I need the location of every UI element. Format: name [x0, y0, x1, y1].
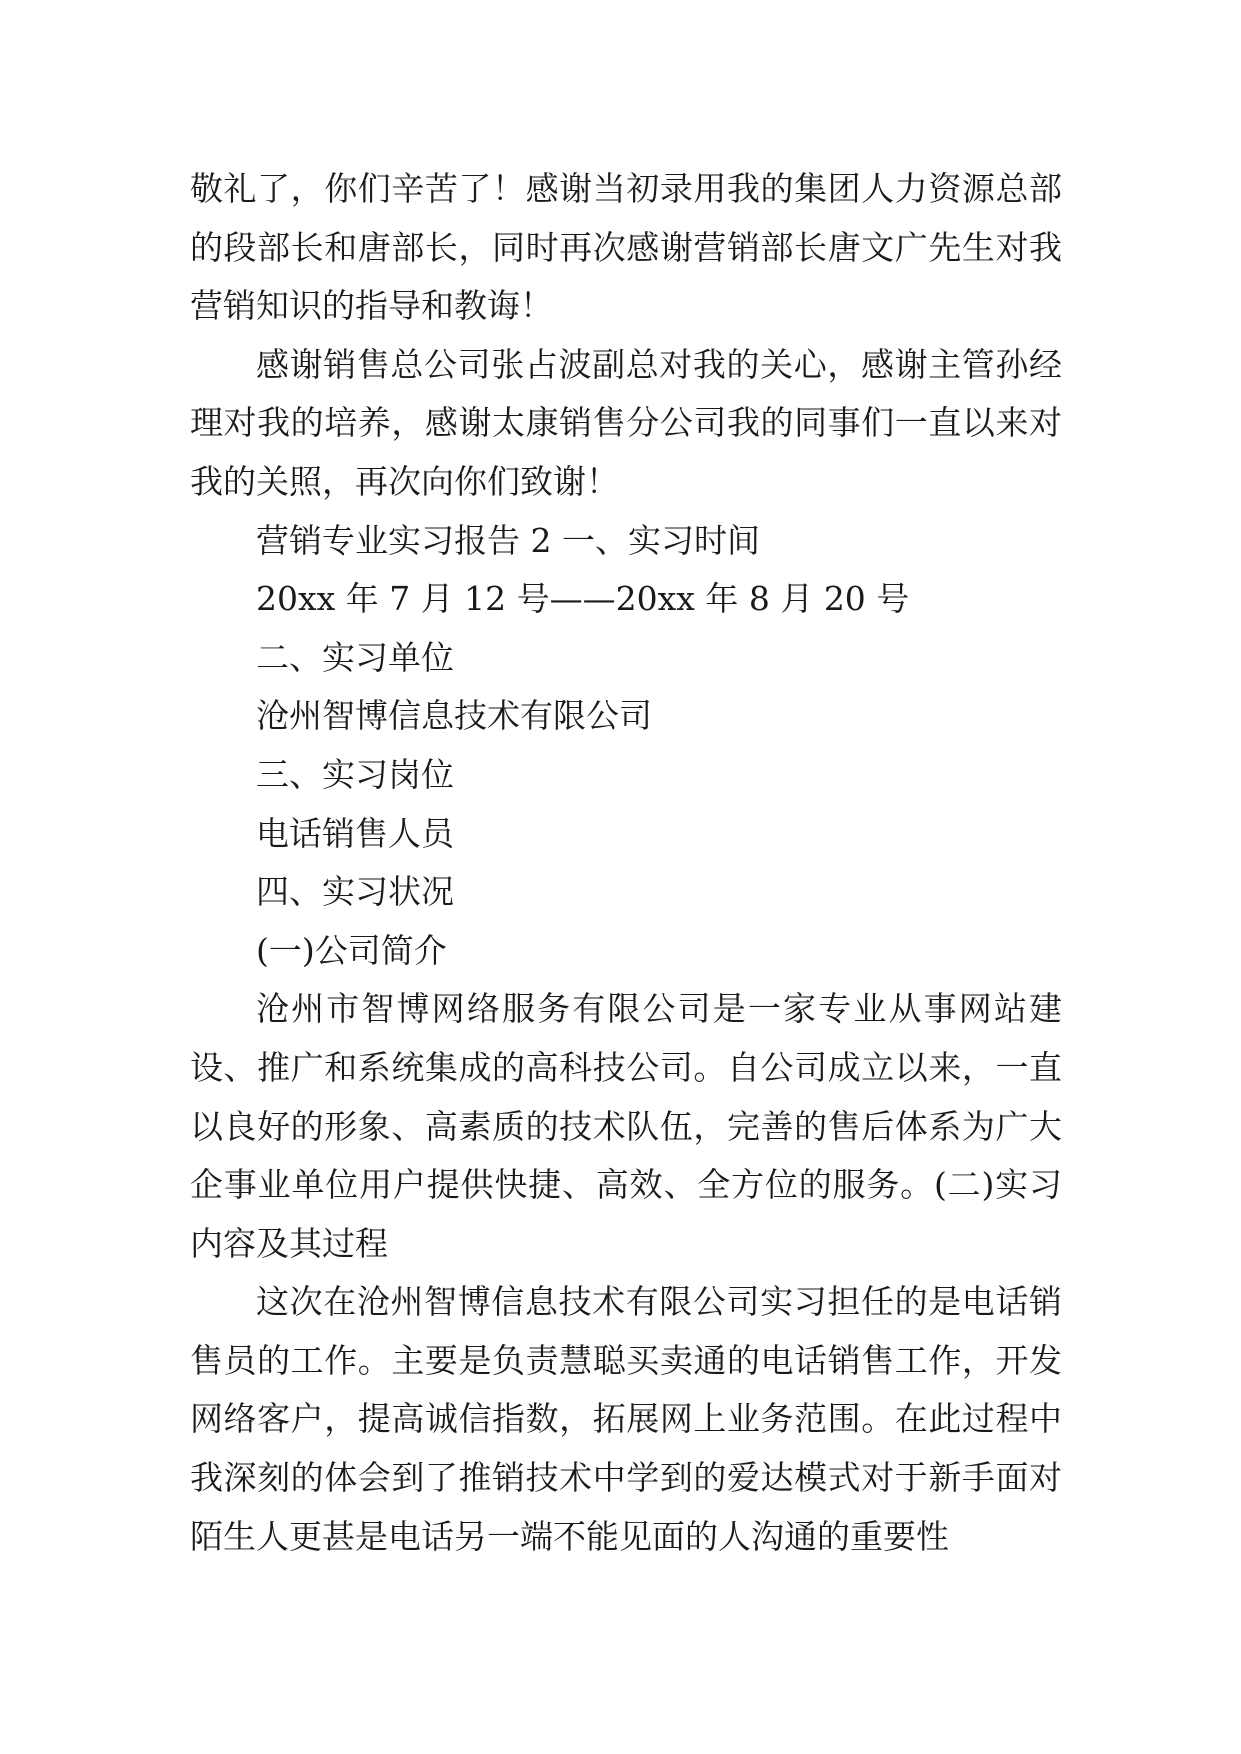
heading-internship-status: 四、实习状况	[256, 872, 454, 912]
paragraph-internship-content: 这次在沧州智博信息技术有限公司实习担任的是电话销售员的工作。主要是负责慧聪买卖通的电话销售工作，开发网络客户，提高诚信指数，拓展网上业务范围。在此过程中我深刻的体会到了推销技术中学到的爱达模式对于新手面对陌生人更甚是电话另一端不能见面的人沟通的重要性	[190, 1282, 1062, 1556]
paragraph-thanks-continued: 敬礼了，你们辛苦了！感谢当初录用我的集团人力资源总部的段部长和唐部长，同时再次感谢营销部长唐文广先生对我营销知识的指导和教诲！	[190, 169, 1062, 326]
heading-internship-unit: 二、实习单位	[256, 637, 454, 677]
heading-company-profile: (一)公司简介	[256, 930, 447, 970]
document-page	[190, 160, 1062, 1566]
heading-report-2-internship-time: 营销专业实习报告 2 一、实习时间	[256, 520, 760, 560]
heading-internship-position: 三、实习岗位	[256, 754, 454, 794]
internship-unit-name: 沧州智博信息技术有限公司	[256, 696, 652, 736]
paragraph-thanks-colleagues: 感谢销售总公司张占波副总对我的关心，感谢主管孙经理对我的培养，感谢太康销售分公司我的同事们一直以来对我的关照，再次向你们致谢！	[190, 344, 1062, 501]
paragraph-company-profile: 沧州市智博网络服务有限公司是一家专业从事网站建设、推广和系统集成的高科技公司。自公司成立以来，一直以良好的形象、高素质的技术队伍，完善的售后体系为广大企事业单位用户提供快捷、高效、全方位的服务。(二)实习内容及其过程	[190, 989, 1062, 1263]
internship-dates: 20xx 年 7 月 12 号——20xx 年 8 月 20 号	[256, 579, 910, 619]
internship-position-name: 电话销售人员	[256, 813, 454, 853]
